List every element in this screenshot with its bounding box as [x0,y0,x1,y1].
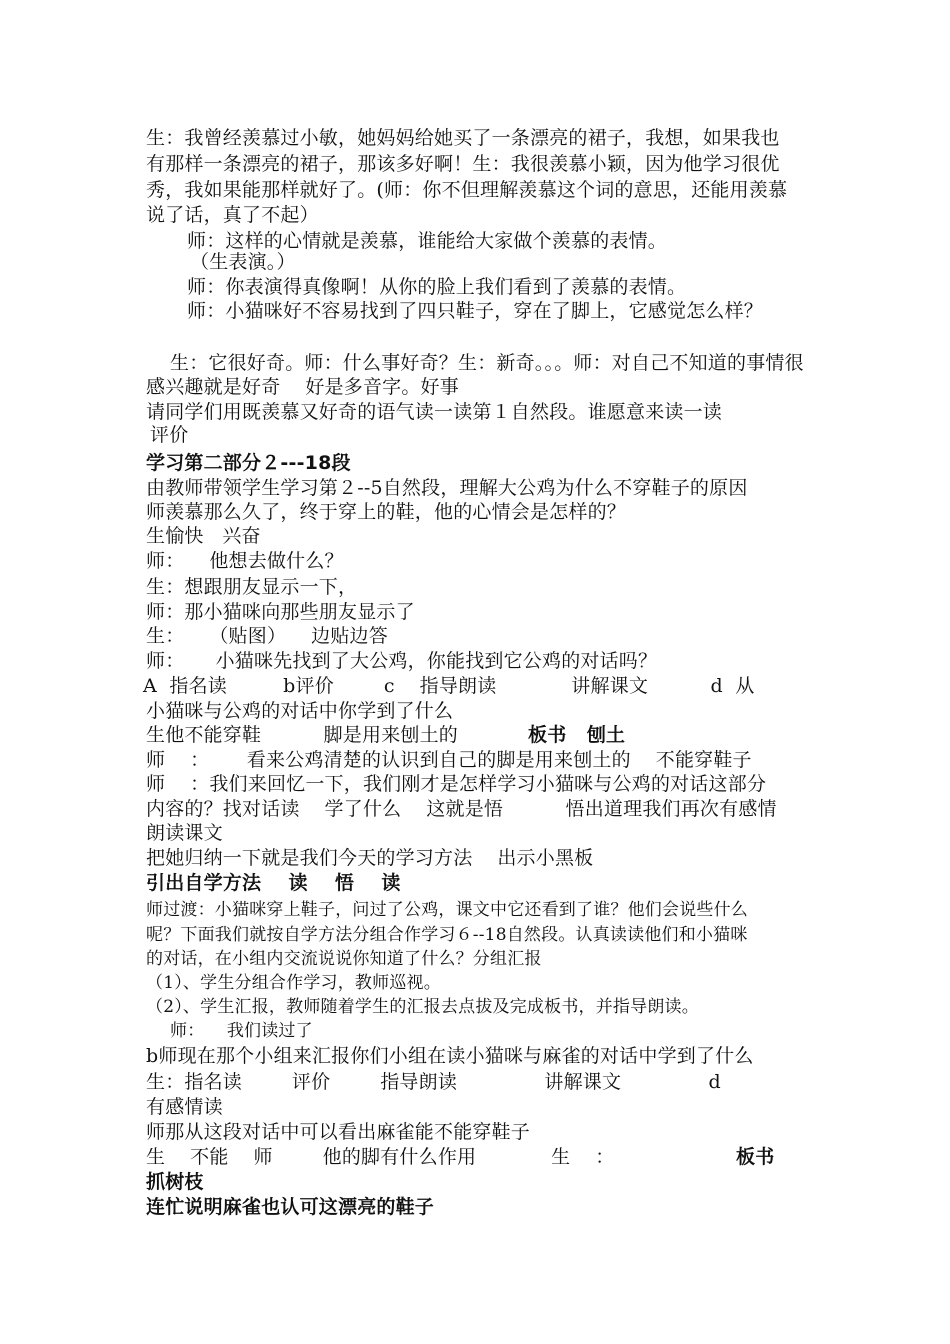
text-line: 感兴趣就是好奇 好是多音字。好事 [146,376,459,398]
text-line: 师： 他想去做什么？ [146,550,344,572]
section-heading: 学习第二部分２---18段 [146,452,351,474]
text-line: 抓树枝 [146,1171,204,1193]
text-line: 由教师带领学生学习第２--5自然段，理解大公鸡为什么不穿鞋子的原因 [146,477,748,499]
text-line: 师：这样的心情就是羡慕，谁能给大家做个羡慕的表情。 [187,230,668,252]
text-line: b师现在那个小组来汇报你们小组在读小猫咪与麻雀的对话中学到了什么 [146,1045,754,1067]
text-line: 呢？下面我们就按自学方法分组合作学习６--18自然段。认真读读他们和小猫咪 [146,925,748,945]
text-line: （生表演。） [190,251,296,273]
text-line: 朗读课文 [146,822,223,844]
text-line: 师： 小猫咪先找到了大公鸡，你能找到它公鸡的对话吗？ [146,650,658,672]
text-line: 生： （贴图） 边贴边答 [146,625,388,647]
text-line: 生他不能穿鞋 脚是用来刨土的 [146,724,458,746]
text-line: 师 ： 看来公鸡清楚的认识到自己的脚是用来刨土的 不能穿鞋子 [146,749,752,771]
text-line: 师那从这段对话中可以看出麻雀能不能穿鞋子 [146,1121,531,1143]
text-line: 师羡慕那么久了，终于穿上的鞋，他的心情会是怎样的？ [146,501,627,523]
text-line: 把她归纳一下就是我们今天的学习方法 出示小黑板 [146,847,594,869]
board-note: 板书 刨土 [528,724,626,746]
text-line: 连忙说明麻雀也认可这漂亮的鞋子 [146,1196,435,1218]
text-line: 师：小猫咪好不容易找到了四只鞋子，穿在了脚上，它感觉怎么样？ [187,300,764,322]
text-line: 生：我曾经羡慕过小敏，她妈妈给她买了一条漂亮的裙子，我想，如果我也 [146,127,780,149]
text-line: 师 ：我们来回忆一下，我们刚才是怎样学习小猫咪与公鸡的对话这部分 [146,773,767,795]
text-line: 师：那小猫咪向那些朋友显示了 [146,601,415,623]
text-line: 秀，我如果能那样就好了。(师：你不但理解羡慕这个词的意思，还能用羡慕 [146,179,788,201]
board-note: 板书 [736,1146,775,1168]
text-line: 评价 [150,424,189,446]
text-line: 说了话，真了不起） [146,204,319,226]
text-line: 内容的？找对话读 学了什么 这就是悟 悟出道理我们再次有感情 [146,798,777,820]
text-line: 的对话，在小组内交流说说你知道了什么？分组汇报 [146,949,542,969]
section-heading: 引出自学方法 读 悟 读 [146,872,401,894]
text-line: 师过渡：小猫咪穿上鞋子，问过了公鸡，课文中它还看到了谁？他们会说些什么 [146,900,748,920]
text-line: 生：指名读 评价 指导朗读 讲解课文 d [146,1071,721,1093]
text-line: 生 不能 师 他的脚有什么作用 生 ： [146,1146,615,1168]
text-line: 生：想跟朋友显示一下， [146,576,358,598]
text-line: 小猫咪与公鸡的对话中你学到了什么 [146,700,454,722]
text-line: 师：你表演得真像啊！从你的脸上我们看到了羡慕的表情。 [187,276,687,298]
text-line: 请同学们用既羡慕又好奇的语气读一读第１自然段。谁愿意来读一读 [146,401,723,423]
text-line: （2）、学生汇报，教师随着学生的汇报去点拔及完成板书，并指导朗读。 [146,997,699,1017]
text-line: 有那样一条漂亮的裙子，那该多好啊！生：我很羡慕小颖，因为他学习很优 [146,153,780,175]
text-line: A 指名读 b评价 c 指导朗读 讲解课文 d 从 [143,675,755,697]
text-line: （1）、学生分组合作学习，教师巡视。 [146,973,441,993]
text-line: 有感情读 [146,1096,223,1118]
text-line: 生：它很好奇。师：什么事好奇？生：新奇。。。师：对自己不知道的事情很 [170,352,804,374]
text-line: 师： 我们读过了 [170,1021,313,1041]
text-line: 生愉快 兴奋 [146,525,261,547]
